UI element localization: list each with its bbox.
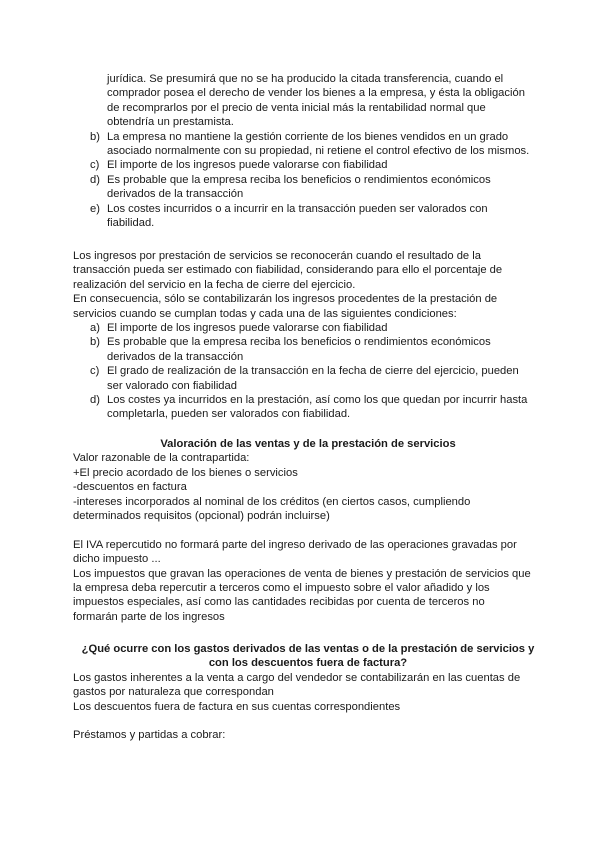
section-heading: Valoración de las ventas y de la prestación de servicios bbox=[160, 438, 456, 450]
section-continuation bbox=[73, 72, 543, 230]
list-item bbox=[73, 364, 543, 378]
services-section bbox=[73, 249, 543, 422]
text-line: impuestos especiales, así como las cantidades recibidas por cuenta de terceros no bbox=[73, 596, 485, 609]
list-item bbox=[73, 393, 543, 407]
text-line: ser valorado con fiabilidad bbox=[107, 379, 237, 392]
text-line: Los impuestos que gravan las operaciones de venta de bienes y prestación de servicios que bbox=[73, 567, 531, 580]
text-line: derivados de la transacción bbox=[107, 350, 244, 363]
list-item bbox=[73, 202, 543, 216]
text-line: Préstamos y partidas a cobrar: bbox=[73, 729, 226, 742]
list-item bbox=[73, 321, 543, 335]
text-line: En consecuencia, sólo se contabilizarán los ingresos procedentes de la prestación de bbox=[73, 293, 498, 306]
text-line: Los costes ya incurridos en la prestación, así como los que quedan por incurrir hasta bbox=[107, 393, 528, 406]
text-line: transacción pueda ser estimado con fiabilidad, considerando para ello el porcentaje de bbox=[73, 264, 503, 277]
text-line: Los descuentos fuera de factura en sus cuentas correspondientes bbox=[73, 700, 401, 713]
text-line: Es probable que la empresa reciba los beneficios o rendimientos económicos bbox=[107, 336, 491, 349]
text-line: Los ingresos por prestación de servicios se reconocerán cuando el resultado de la bbox=[73, 250, 481, 262]
text-line: formarán parte de los ingresos bbox=[73, 610, 225, 623]
list-label: a) bbox=[90, 321, 100, 334]
text-line: El IVA repercutido no formará parte del ingreso derivado de las operaciones gravadas por bbox=[73, 538, 517, 551]
text-line: jurídica. Se presumirá que no se ha producido la citada transferencia, cuando el bbox=[107, 73, 504, 85]
section-heading: ¿Qué ocurre con los gastos derivados de las ventas o de la prestación de servicios y bbox=[81, 643, 535, 655]
text-line: comprador posea el derecho de vender los bienes a la empresa, y ésta la obligación bbox=[107, 87, 525, 100]
text-line: derivados de la transacción bbox=[107, 188, 244, 201]
list-label: d) bbox=[90, 173, 100, 186]
text-line: completarla, pueden ser valorados con fiabilidad. bbox=[107, 408, 351, 421]
text-line: El grado de realización de la transacción en la fecha de cierre del ejercicio, pueden bbox=[107, 365, 519, 378]
text-line: asociado normalmente con su propiedad, ni retiene el control efectivo de los mismos. bbox=[107, 144, 530, 157]
text-line: +El precio acordado de los bienes o servicios bbox=[73, 466, 298, 479]
expenses-section bbox=[73, 642, 543, 743]
text-line: dicho impuesto ... bbox=[73, 553, 161, 566]
list-label: e) bbox=[90, 202, 100, 215]
text-line: El importe de los ingresos puede valorarse con fiabilidad bbox=[107, 321, 388, 334]
list-label: b) bbox=[90, 130, 100, 143]
text-line: Es probable que la empresa reciba los beneficios o rendimientos económicos bbox=[107, 173, 491, 186]
text-line: Los costes incurridos o a incurrir en la transacción pueden ser valorados con bbox=[107, 202, 488, 215]
text-line: Valor razonable de la contrapartida: bbox=[73, 452, 250, 465]
list-label: c) bbox=[90, 365, 100, 378]
valuation-section bbox=[73, 437, 543, 624]
text-line: realización del servicio en la fecha de cierre del ejercicio. bbox=[73, 278, 356, 291]
text-line: gastos por naturaleza que correspondan bbox=[73, 686, 274, 699]
list-label: c) bbox=[90, 159, 100, 172]
list-item bbox=[73, 158, 543, 172]
text-line: la empresa deba repercutir a terceros como el impuesto sobre el valor añadido y los bbox=[73, 581, 490, 594]
list-item bbox=[73, 173, 543, 187]
text-line: La empresa no mantiene la gestión corriente de los bienes vendidos en un grado bbox=[107, 130, 509, 143]
list-item bbox=[73, 130, 543, 144]
text-line: fiabilidad. bbox=[107, 216, 155, 229]
text-line: -intereses incorporados al nominal de los créditos (en ciertos casos, cumpliendo bbox=[73, 495, 471, 508]
text-line: El importe de los ingresos puede valorarse con fiabilidad bbox=[107, 159, 388, 172]
text-line: Los gastos inherentes a la venta a cargo del vendedor se contabilizarán en las cuentas de bbox=[73, 671, 521, 684]
list-label: d) bbox=[90, 393, 100, 406]
text-line: servicios cuando se cumplan todas y cada una de las siguientes condiciones: bbox=[73, 307, 457, 320]
text-line: obtendría un prestamista. bbox=[107, 116, 234, 129]
list-label: b) bbox=[90, 336, 100, 349]
list-item bbox=[73, 335, 543, 349]
text-line: de recomprarlos por el precio de venta inicial más la rentabilidad normal que bbox=[107, 101, 486, 114]
text-line: determinados requisitos (opcional) podrán incluirse) bbox=[73, 509, 330, 522]
section-heading: con los descuentos fuera de factura? bbox=[208, 657, 408, 670]
text-line: -descuentos en factura bbox=[73, 481, 187, 494]
